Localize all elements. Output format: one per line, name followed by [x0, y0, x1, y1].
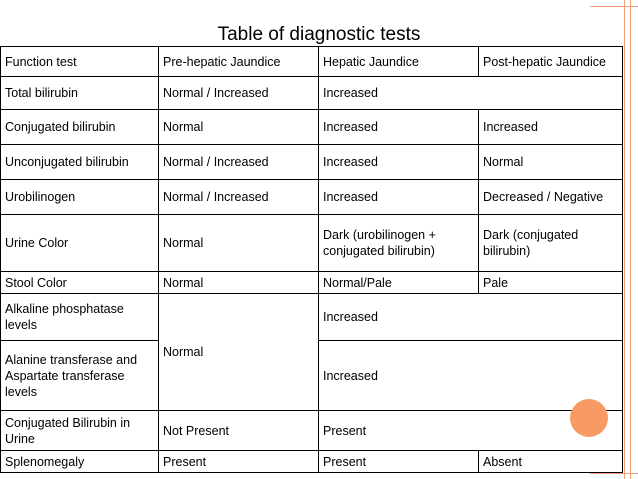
cell-hepatic-merged: Increased [319, 294, 623, 341]
cell-pre: Normal [159, 215, 319, 272]
cell-post: Dark (conjugated bilirubin) [479, 215, 623, 272]
table-row [1, 110, 623, 145]
table-row [1, 272, 623, 294]
diagnostic-table [0, 46, 623, 473]
cell-hepatic: Increased [319, 110, 479, 145]
cell-post: Normal [479, 145, 623, 180]
cell-hepatic: Increased [319, 145, 479, 180]
table-row [1, 77, 623, 110]
cell-hepatic: Dark (urobilinogen + conjugated bilirubin) [319, 215, 479, 272]
frame-line-horizontal-bottom [590, 473, 638, 474]
cell-pre: Normal / Increased [159, 180, 319, 215]
header-post-hepatic: Post-hepatic Jaundice [479, 47, 623, 77]
table-row [1, 411, 623, 451]
table-row [1, 145, 623, 180]
cell-pre: Normal / Increased [159, 145, 319, 180]
cell-hepatic-merged: Present [319, 411, 623, 451]
cell-hepatic-merged: Increased [319, 341, 623, 411]
cell-post: Pale [479, 272, 623, 294]
cell-hepatic: Increased [319, 180, 479, 215]
cell-pre: Not Present [159, 411, 319, 451]
table-title-text: Table of diagnostic tests [217, 24, 421, 45]
cell-test: Conjugated bilirubin [1, 110, 159, 145]
cell-pre: Normal [159, 272, 319, 294]
cell-hepatic-merged: Increased [319, 77, 623, 110]
cell-test: Stool Color [1, 272, 159, 294]
cell-test: Unconjugated bilirubin [1, 145, 159, 180]
cell-test: Urine Color [1, 215, 159, 272]
cell-test: Alanine transferase and Aspartate transferase levels [1, 341, 159, 411]
header-hepatic: Hepatic Jaundice [319, 47, 479, 77]
cell-pre: Normal / Increased [159, 77, 319, 110]
table-row [1, 180, 623, 215]
table-title [0, 24, 638, 46]
header-function-test: Function test [1, 47, 159, 77]
cell-pre: Normal [159, 110, 319, 145]
cell-test: Splenomegaly [1, 451, 159, 473]
cell-test: Total bilirubin [1, 77, 159, 110]
frame-line-vertical-inner [624, 0, 625, 479]
table-row [1, 294, 623, 341]
cell-pre: Present [159, 451, 319, 473]
table-header-row [1, 47, 623, 77]
cell-test: Alkaline phosphatase levels [1, 294, 159, 341]
cell-hepatic: Present [319, 451, 479, 473]
frame-line-horizontal-top [590, 6, 638, 7]
table-row [1, 215, 623, 272]
cell-test: Urobilinogen [1, 180, 159, 215]
table-row [1, 451, 623, 473]
cell-test: Conjugated Bilirubin in Urine [1, 411, 159, 451]
header-pre-hepatic: Pre-hepatic Jaundice [159, 47, 319, 77]
cell-post: Absent [479, 451, 623, 473]
frame-line-vertical-outer [630, 0, 631, 479]
cell-pre-merged: Normal [159, 294, 319, 411]
cell-hepatic: Normal/Pale [319, 272, 479, 294]
cell-post: Increased [479, 110, 623, 145]
decorative-circle-icon [570, 399, 608, 437]
cell-post: Decreased / Negative [479, 180, 623, 215]
